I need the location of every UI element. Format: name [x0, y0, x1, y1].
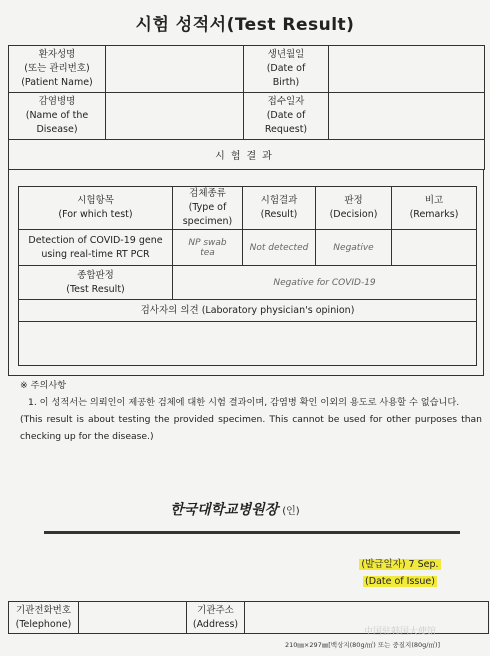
signature-line [44, 531, 460, 534]
overall-label: 종합판정 (Test Result) [19, 266, 173, 300]
disease-label: 감염병명 (Name of the Disease) [9, 93, 106, 140]
header-test-item: 시험항목 (For which test) [19, 187, 173, 230]
opinion-value [19, 322, 477, 366]
telephone-value [79, 602, 187, 634]
notes-item-en: (This result is about testing the provided specimen. This cannot be used for other purposes than checking up for the disease.) [20, 414, 482, 442]
remarks-value [392, 230, 477, 266]
request-date-value [329, 93, 485, 140]
result-table [18, 186, 477, 366]
request-date-label: 접수일자 (Date of Request) [244, 93, 329, 140]
issue-date-line1: (발급일자) 7 Sep. [361, 559, 439, 570]
dob-label: 생년월일 (Date of Birth) [244, 46, 329, 93]
specimen-value: NP swab tea [173, 230, 243, 266]
result-value: Not detected [243, 230, 316, 266]
patient-name-label: 환자성명 (또는 관리번호) (Patient Name) [9, 46, 106, 93]
header-remarks: 비고 (Remarks) [392, 187, 477, 230]
signature [170, 499, 300, 519]
test-item-value: Detection of COVID-19 gene using real-time RT PCR [19, 230, 173, 266]
notes-item-kr: 1. 이 성적서는 의뢰인이 제공한 검체에 대한 시험 결과이며, 감염병 확인 이외의 용도로 사용할 수 없습니다. [28, 397, 460, 408]
patient-name-value [106, 46, 244, 93]
overall-value: Negative for COVID-19 [173, 266, 477, 300]
notes [20, 377, 482, 445]
header-decision: 판정 (Decision) [316, 187, 392, 230]
dob-value [329, 46, 485, 93]
decision-value: Negative [316, 230, 392, 266]
page-title: 시험 성적서(Test Result) [135, 15, 355, 35]
telephone-label: 기관전화번호 (Telephone) [9, 602, 79, 634]
issue-date-line2: (Date of Issue) [365, 576, 435, 587]
paper-spec-note: 210㎜×297㎜[백상지(80g/㎡) 또는 중질지(80g/㎡)] [285, 641, 441, 649]
notes-heading: ※ 주의사항 [20, 380, 67, 391]
seal-mark: (인) [282, 506, 300, 517]
issue-date [358, 556, 442, 590]
signature-name: 한국대학교병원장 [170, 502, 279, 518]
patient-info-table [8, 45, 485, 170]
disease-value [106, 93, 244, 140]
opinion-label: 검사자의 의견 (Laboratory physician's opinion) [19, 300, 477, 322]
address-label: 기관주소 (Address) [187, 602, 245, 634]
section-title: 시험결과 [9, 140, 485, 170]
watermark: 中国驻韩国大使馆 [364, 627, 437, 637]
header-result: 시험결과 (Result) [243, 187, 316, 230]
header-specimen: 검체종류 (Type of specimen) [173, 187, 243, 230]
